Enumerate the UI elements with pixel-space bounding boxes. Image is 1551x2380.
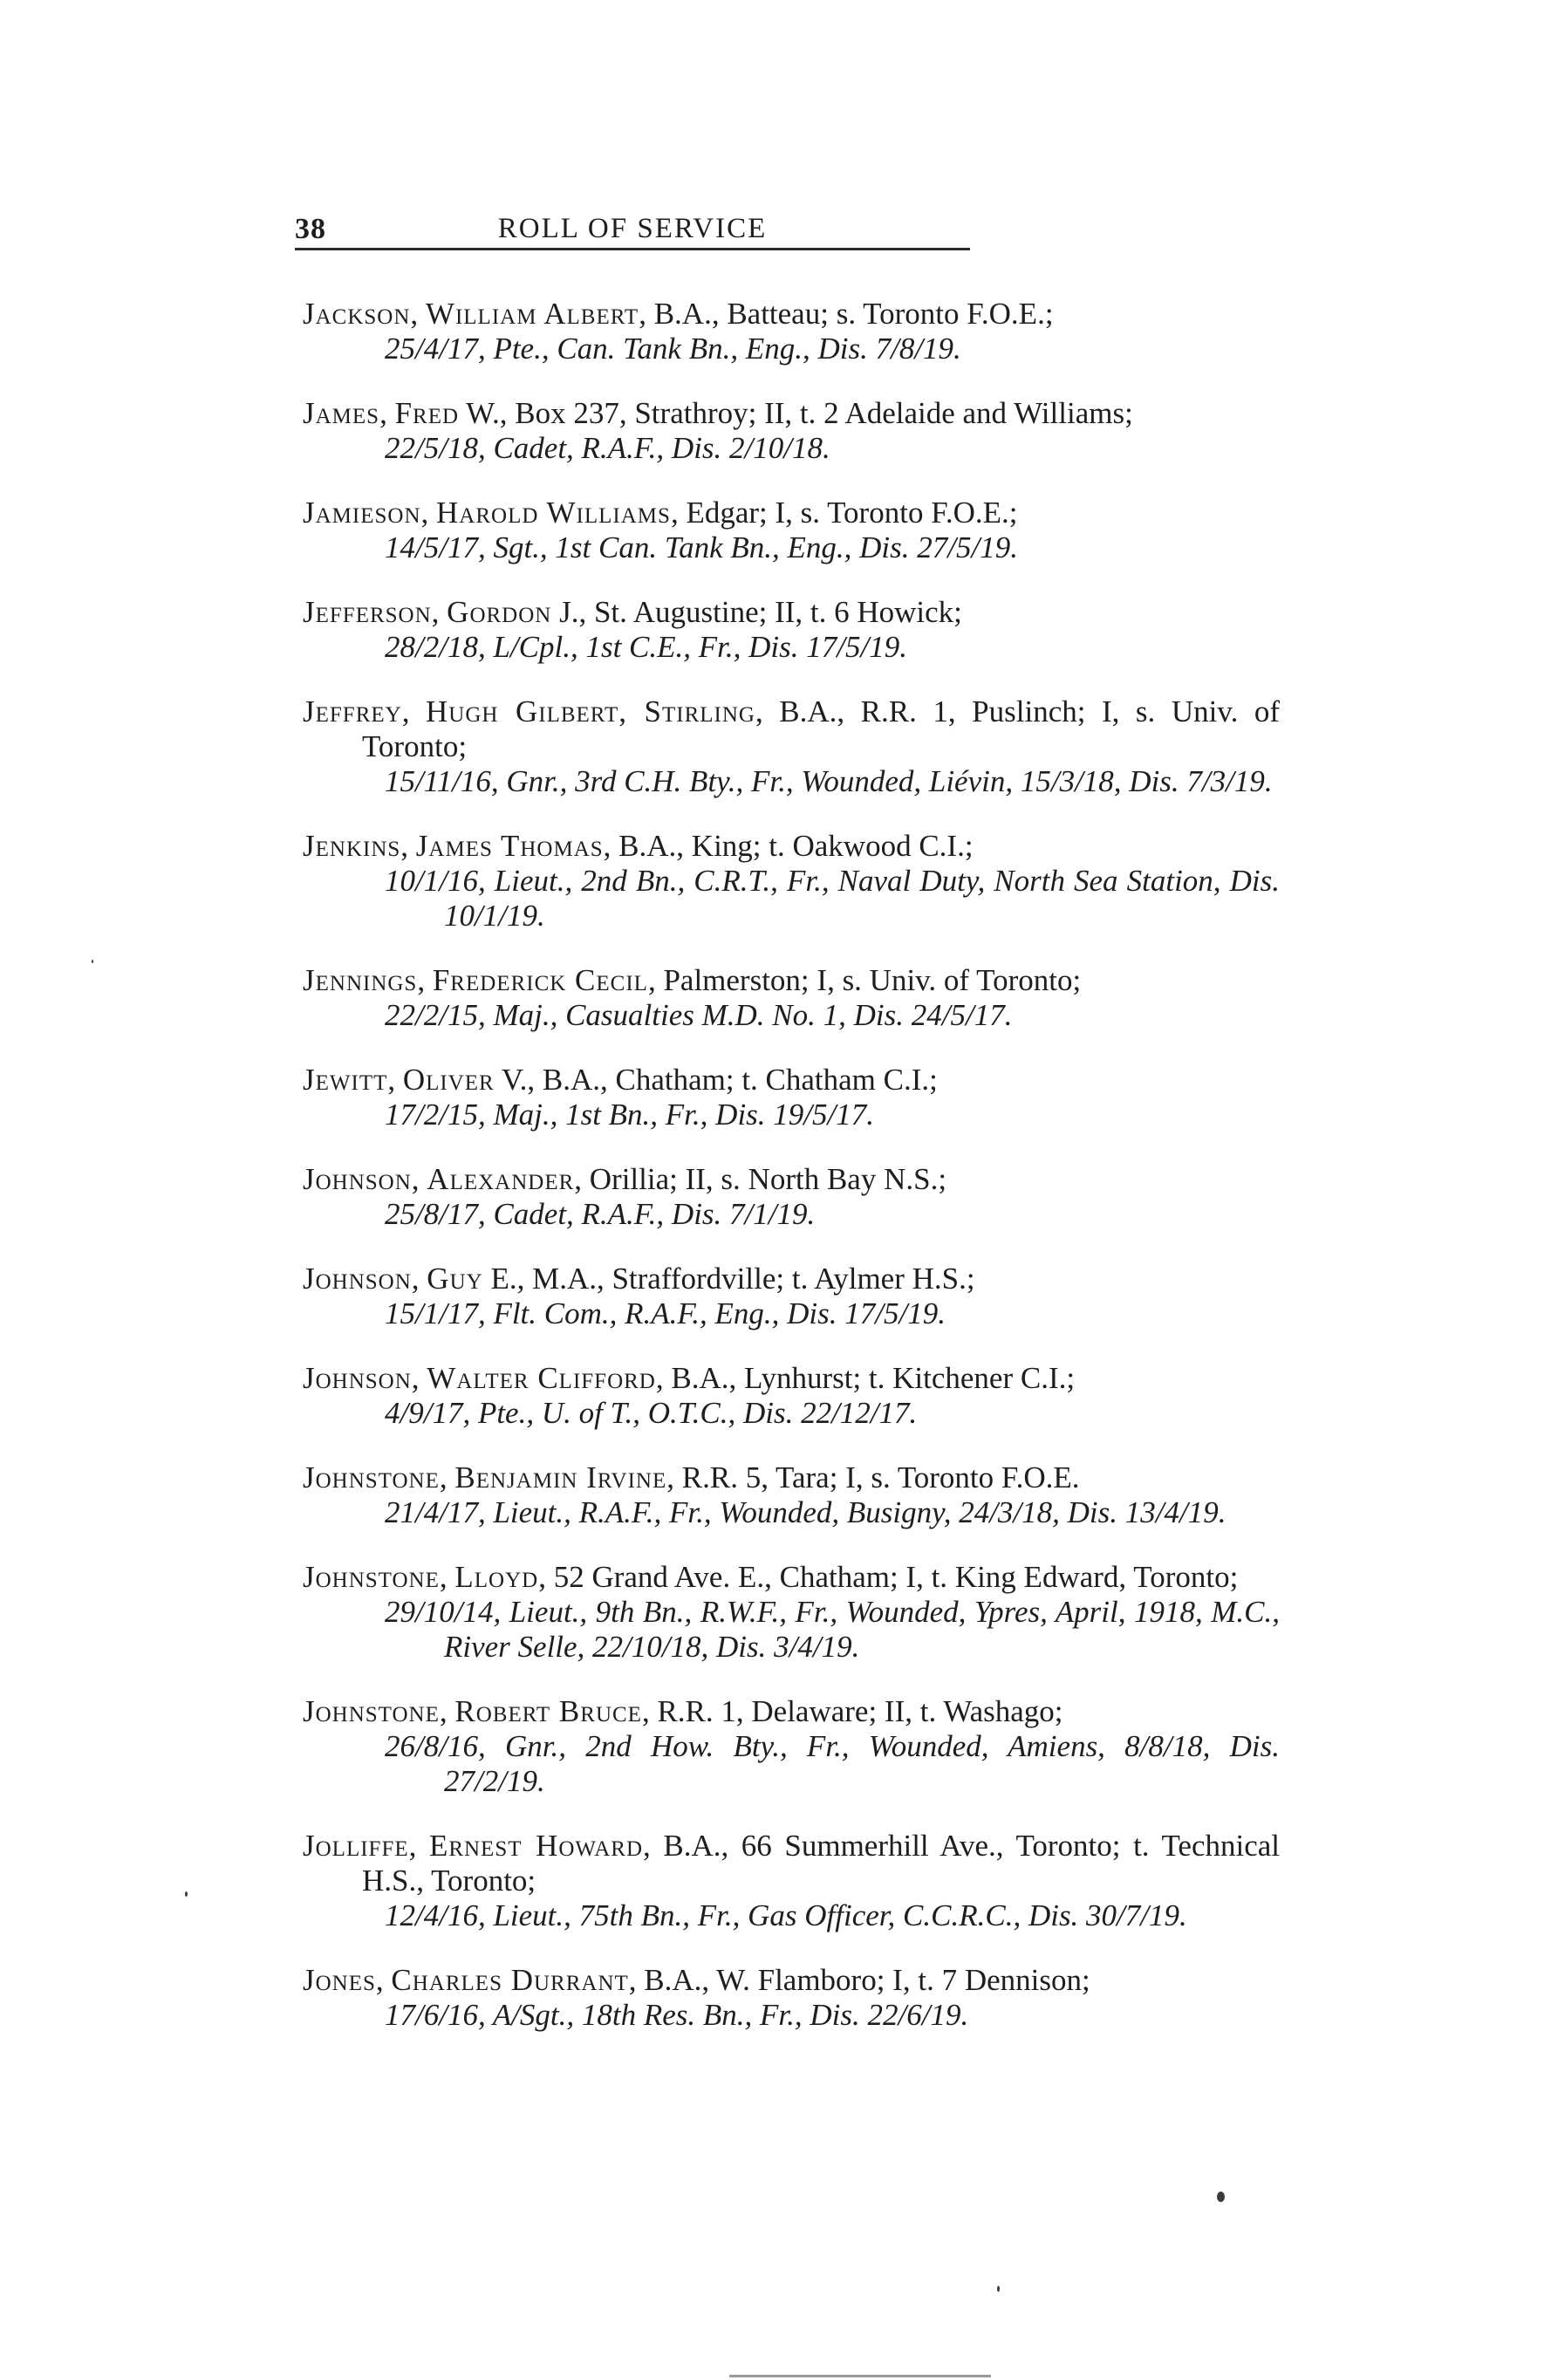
roll-entry	[303, 694, 1280, 799]
roll-entry	[303, 829, 1280, 934]
entry-address: , B.A., W. Flamboro; I, t. 7 Dennison;	[628, 1963, 1090, 1997]
entry-surname: Johnstone	[303, 1694, 440, 1728]
entry-address: J., St. Augustine; II, t. 6 Howick;	[551, 595, 962, 629]
roll-entry	[303, 1361, 1280, 1431]
entry-surname: Jewitt	[303, 1063, 388, 1097]
entry-given-names: Robert Bruce	[454, 1694, 642, 1728]
page-number: 38	[295, 213, 326, 245]
roll-entry	[303, 1829, 1280, 1933]
roll-entry	[303, 297, 1280, 366]
roll-entry	[303, 963, 1280, 1033]
ink-speck	[1217, 2192, 1225, 2202]
entry-given-names: Charles Durrant	[391, 1963, 629, 1997]
entry-address: , B.A., 66 Summerhill Ave., Toronto; t. Technical H.S., Toronto;	[362, 1829, 1281, 1898]
entry-service-record: 22/2/15, Maj., Casualties M.D. No. 1, Dis. 24/5/17.	[385, 998, 1013, 1032]
entry-surname: Johnson	[303, 1361, 412, 1395]
ink-speck	[997, 2286, 1000, 2292]
entry-service-record: 25/8/17, Cadet, R.A.F., Dis. 7/1/19.	[385, 1197, 816, 1231]
entry-service-record: 17/6/16, A/Sgt., 18th Res. Bn., Fr., Dis. 22/6/19.	[385, 1998, 969, 2032]
entry-service-record: 26/8/16, Gnr., 2nd How. Bty., Fr., Wounded, Amiens, 8/8/18, Dis. 27/2/19.	[385, 1729, 1280, 1798]
entry-surname: Johnson	[303, 1162, 412, 1196]
entry-surname: Jones	[303, 1963, 376, 1997]
entry-address: , Palmerston; I, s. Univ. of Toronto;	[647, 963, 1082, 997]
entry-surname: Johnstone	[303, 1560, 440, 1594]
roll-entry	[303, 1460, 1280, 1530]
entry-name-address: Jeffrey, Hugh Gilbert, Stirling, B.A., R.R. 1, Puslinch; I, s. Univ. of Toronto;	[303, 694, 1281, 763]
entry-service-record: 15/11/16, Gnr., 3rd C.H. Bty., Fr., Wounded, Liévin, 15/3/18, Dis. 7/3/19.	[385, 764, 1273, 798]
entry-address: , R.R. 1, Delaware; II, t. Washago;	[641, 1694, 1063, 1728]
entry-name-address: Johnstone, Benjamin Irvine, R.R. 5, Tara; I, s. Toronto F.O.E.	[303, 1460, 1080, 1494]
entry-address: , B.A., King; t. Oakwood C.I.;	[603, 829, 974, 863]
entry-service-record: 4/9/17, Pte., U. of T., O.T.C., Dis. 22/12/17.	[385, 1396, 918, 1430]
entry-given-names: Hugh Gilbert, Stirling	[426, 694, 755, 728]
roll-entry	[303, 595, 1280, 665]
entry-address: , B.A., Batteau; s. Toronto F.O.E.;	[639, 297, 1054, 331]
roll-entry	[303, 1063, 1280, 1132]
entry-given-names: Gordon	[447, 595, 552, 629]
entry-given-names: Benjamin Irvine	[454, 1460, 667, 1494]
entry-given-names: Lloyd	[454, 1560, 539, 1594]
roll-entry	[303, 1963, 1280, 2033]
entry-surname: Jackson	[303, 297, 411, 331]
entry-service-record: 21/4/17, Lieut., R.A.F., Fr., Wounded, Busigny, 24/3/18, Dis. 13/4/19.	[385, 1495, 1226, 1529]
roll-entry	[303, 396, 1280, 466]
entry-name-address: Jennings, Frederick Cecil, Palmerston; I, s. Univ. of Toronto;	[303, 963, 1082, 997]
entry-name-address: Jenkins, James Thomas, B.A., King; t. Oakwood C.I.;	[303, 829, 974, 863]
entry-address: E., M.A., Straffordville; t. Aylmer H.S.;	[482, 1262, 975, 1296]
entry-given-names: William Albert	[425, 297, 639, 331]
ink-speck	[92, 960, 93, 963]
entry-name-address: Johnson, Alexander, Orillia; II, s. North Bay N.S.;	[303, 1162, 947, 1196]
entry-name-address: Johnstone, Robert Bruce, R.R. 1, Delaware; II, t. Washago;	[303, 1694, 1063, 1728]
entry-service-record: 29/10/14, Lieut., 9th Bn., R.W.F., Fr., Wounded, Ypres, April, 1918, M.C., River Selle, 22/10/18, Dis. 3/4/19.	[385, 1595, 1280, 1664]
entry-service-record: 15/1/17, Flt. Com., R.A.F., Eng., Dis. 17/5/19.	[385, 1296, 946, 1330]
roll-entry	[303, 1162, 1280, 1232]
entry-name-address: Jamieson, Harold Williams, Edgar; I, s. Toronto F.O.E.;	[303, 496, 1018, 530]
entry-service-record: 12/4/16, Lieut., 75th Bn., Fr., Gas Officer, C.C.R.C., Dis. 30/7/19.	[385, 1898, 1187, 1932]
page-bottom-edge-mark	[729, 2375, 991, 2377]
entry-name-address: Johnstone, Lloyd, 52 Grand Ave. E., Chatham; I, t. King Edward, Toronto;	[303, 1560, 1239, 1594]
entry-given-names: Frederick Cecil	[432, 963, 648, 997]
entry-address: , B.A., R.R. 1, Puslinch; I, s. Univ. of Toronto;	[362, 694, 1281, 763]
entry-address: V., B.A., Chatham; t. Chatham C.I.;	[494, 1063, 938, 1097]
entry-service-record: 22/5/18, Cadet, R.A.F., Dis. 2/10/18.	[385, 431, 830, 465]
entry-service-record: 25/4/17, Pte., Can. Tank Bn., Eng., Dis. 7/8/19.	[385, 332, 961, 366]
roll-entry	[303, 1560, 1280, 1665]
entry-service-record: 17/2/15, Maj., 1st Bn., Fr., Dis. 19/5/17.	[385, 1098, 874, 1132]
running-head: ROLL OF SERVICE	[497, 213, 768, 244]
entry-address: , 52 Grand Ave. E., Chatham; I, t. King Edward, Toronto;	[538, 1560, 1239, 1594]
entry-name-address: Jones, Charles Durrant, B.A., W. Flamboro; I, t. 7 Dennison;	[303, 1963, 1090, 1997]
ink-speck	[185, 1891, 188, 1897]
entry-service-record: 10/1/16, Lieut., 2nd Bn., C.R.T., Fr., Naval Duty, North Sea Station, Dis. 10/1/19.	[385, 864, 1280, 933]
entry-surname: Jennings	[303, 963, 418, 997]
entry-name-address: Johnson, Guy E., M.A., Straffordville; t. Aylmer H.S.;	[303, 1262, 975, 1296]
entry-surname: Jolliffe	[303, 1829, 409, 1863]
entry-given-names: Alexander	[427, 1162, 575, 1196]
entry-name-address: Jewitt, Oliver V., B.A., Chatham; t. Chatham C.I.;	[303, 1063, 938, 1097]
entry-given-names: Guy	[427, 1262, 483, 1296]
entry-address: , Orillia; II, s. North Bay N.S.;	[574, 1162, 947, 1196]
entry-name-address: Jefferson, Gordon J., St. Augustine; II, t. 6 Howick;	[303, 595, 962, 629]
roll-entry	[303, 1262, 1280, 1331]
entry-address: , R.R. 5, Tara; I, s. Toronto F.O.E.	[666, 1460, 1080, 1494]
entry-surname: Jefferson	[303, 595, 432, 629]
entry-surname: Johnstone	[303, 1460, 440, 1494]
entry-given-names: Fred	[394, 396, 460, 430]
entry-address: W., Box 237, Strathroy; II, t. 2 Adelaide and Williams;	[459, 396, 1133, 430]
entry-given-names: James Thomas	[415, 829, 604, 863]
entry-name-address: Jolliffe, Ernest Howard, B.A., 66 Summerhill Ave., Toronto; t. Technical H.S., Toronto;	[303, 1829, 1281, 1898]
entry-surname: Jeffrey	[303, 694, 402, 728]
entry-address: , Edgar; I, s. Toronto F.O.E.;	[670, 496, 1018, 530]
entry-service-record: 14/5/17, Sgt., 1st Can. Tank Bn., Eng., Dis. 27/5/19.	[385, 530, 1018, 564]
entry-surname: Johnson	[303, 1262, 412, 1296]
roll-entry	[303, 496, 1280, 565]
entry-given-names: Harold Williams	[436, 496, 671, 530]
entry-surname: Jenkins	[303, 829, 401, 863]
entry-given-names: Ernest Howard	[428, 1829, 644, 1863]
entry-name-address: Jackson, William Albert, B.A., Batteau; s. Toronto F.O.E.;	[303, 297, 1054, 331]
page-header	[295, 213, 970, 250]
entry-name-address: James, Fred W., Box 237, Strathroy; II, t. 2 Adelaide and Williams;	[303, 396, 1133, 430]
roll-entry	[303, 1694, 1280, 1799]
entry-service-record: 28/2/18, L/Cpl., 1st C.E., Fr., Dis. 17/5/19.	[385, 630, 907, 664]
entry-given-names: Oliver	[402, 1063, 495, 1097]
entry-address: , B.A., Lynhurst; t. Kitchener C.I.;	[655, 1361, 1076, 1395]
entry-surname: Jamieson	[303, 496, 421, 530]
roll-entries	[303, 297, 1280, 2062]
entry-name-address: Johnson, Walter Clifford, B.A., Lynhurst; t. Kitchener C.I.;	[303, 1361, 1076, 1395]
entry-surname: James	[303, 396, 380, 430]
entry-given-names: Walter Clifford	[427, 1361, 656, 1395]
